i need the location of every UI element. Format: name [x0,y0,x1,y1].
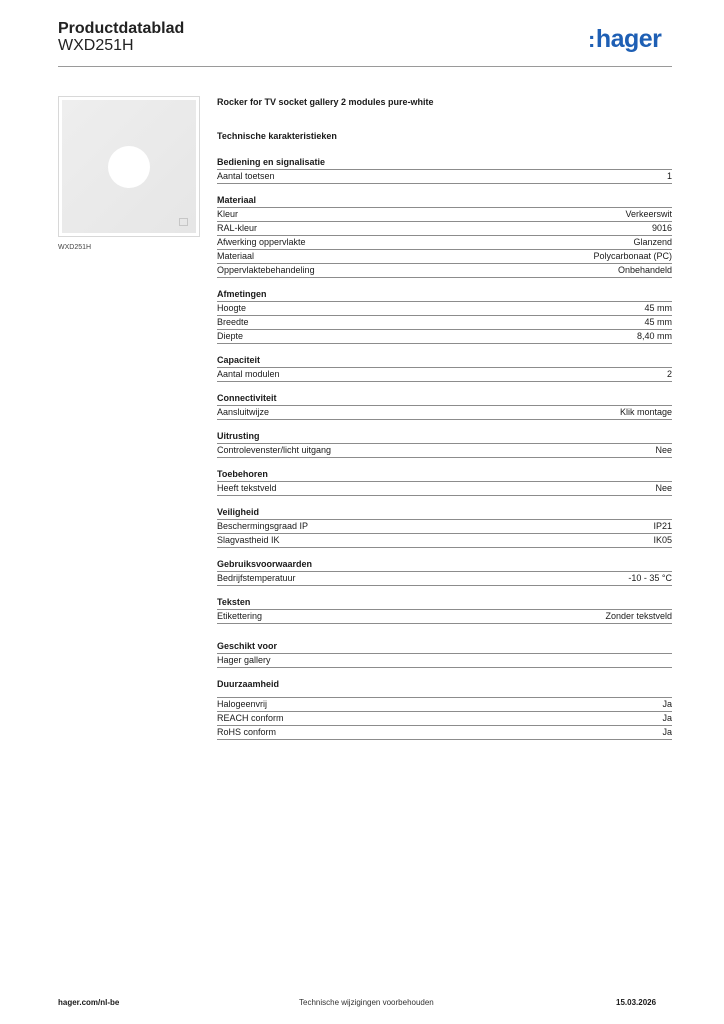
spec-row [217,481,672,496]
spec-row [217,609,672,624]
spec-label: Beschermingsgraad IP [217,521,309,531]
spec-label: Hager gallery [217,655,271,665]
spec-value: 45 mm [644,317,672,327]
spec-row [217,315,672,329]
spec-label: REACH conform [217,713,284,723]
spec-row [217,329,672,344]
section-rows [217,519,672,548]
tv-socket-hole [108,146,150,188]
section-title: Afmetingen [217,289,267,299]
spec-row [217,711,672,725]
spec-label: RoHS conform [217,727,277,737]
spec-label: Controlevenster/licht uitgang [217,445,332,455]
section-rows [217,653,672,668]
product-image [58,96,200,237]
section-rows [217,405,672,420]
spec-value: 2 [666,369,672,379]
section-title: Capaciteit [217,355,261,365]
spec-row [217,533,672,548]
spec-row [217,249,672,263]
section-rows [217,207,672,278]
section-rows [217,571,672,586]
spec-value: -10 - 35 °C [628,573,672,583]
section-title: Bediening en signalisatie [217,157,326,167]
spec-value: 9016 [651,223,672,233]
spec-value: Ja [662,713,672,723]
spec-value: Ja [662,699,672,709]
spec-row [217,221,672,235]
spec-label: Slagvastheid IK [217,535,280,545]
section-title: Teksten [217,597,251,607]
section-title: Uitrusting [217,431,260,441]
section-rows [217,443,672,458]
spec-row [217,725,672,740]
plate-mark-icon [179,218,188,226]
spec-row [217,519,672,533]
spec-value: IK05 [653,535,672,545]
spec-label: Kleur [217,209,239,219]
section-rows [217,367,672,382]
spec-row [217,367,672,382]
spec-label: RAL-kleur [217,223,258,233]
section-title: Connectiviteit [217,393,277,403]
spec-row [217,235,672,249]
spec-label: Breedte [217,317,249,327]
hager-logo[interactable]: :hager [588,25,662,53]
spec-row [217,571,672,586]
spec-row [217,443,672,458]
section-title: Veiligheid [217,507,260,517]
spec-value: Verkeerswit [625,209,672,219]
spec-label: Materiaal [217,251,255,261]
spec-value: 8,40 mm [636,331,672,341]
spec-value: Zonder tekstveld [605,611,672,621]
spec-label: Halogeenvrij [217,699,268,709]
spec-row [217,263,672,278]
spec-content [217,96,672,750]
spec-label: Diepte [217,331,244,341]
spec-value: IP21 [653,521,672,531]
spec-label: Heeft tekstveld [217,483,277,493]
section-title: Geschikt voor [217,641,278,651]
spec-row [217,169,672,184]
section-rows [217,301,672,344]
spec-value: 45 mm [644,303,672,313]
spec-value: Nee [655,445,672,455]
spec-row [217,301,672,315]
section-title: Gebruiksvoorwaarden [217,559,313,569]
spec-label: Afwerking oppervlakte [217,237,306,247]
spec-label: Aantal toetsen [217,171,275,181]
spec-sections [217,156,672,740]
section-title: Duurzaamheid [217,679,280,689]
spec-label: Hoogte [217,303,247,313]
spec-label: Aansluitwijze [217,407,270,417]
spec-value: Polycarbonaat (PC) [593,251,672,261]
footer-date: 15.03.2026 [616,998,657,1007]
spec-value: Ja [662,727,672,737]
tech-heading: Technische karakteristieken [217,131,337,141]
spec-value: Klik montage [619,407,672,417]
section-title: Toebehoren [217,469,268,479]
article-number: WXD251H [58,37,134,54]
section-rows [217,169,672,184]
spec-value: 1 [666,171,672,181]
header-divider [58,66,672,67]
spec-row [217,405,672,420]
section-title: Materiaal [217,195,257,205]
spec-value: Onbehandeld [617,265,672,275]
spec-row [217,207,672,221]
section-rows [217,697,672,740]
logo-text: hager [595,25,662,53]
spec-label: Aantal modulen [217,369,280,379]
section-rows [217,609,672,624]
spec-row [217,697,672,711]
footer-disclaimer: Technische wijzigingen voorbehouden [299,998,434,1007]
spec-label: Bedrijfstemperatuur [217,573,296,583]
spec-row [217,653,672,668]
page-title: Productdatablad [58,20,185,37]
spec-value: Glanzend [633,237,672,247]
spec-label: Oppervlaktebehandeling [217,265,315,275]
section-rows [217,481,672,496]
footer-website[interactable]: hager.com/nl-be [58,998,120,1007]
image-caption: WXD251H [58,244,92,251]
spec-label: Etikettering [217,611,263,621]
spec-value: Nee [655,483,672,493]
product-name: Rocker for TV socket gallery 2 modules pure-white [217,97,434,107]
